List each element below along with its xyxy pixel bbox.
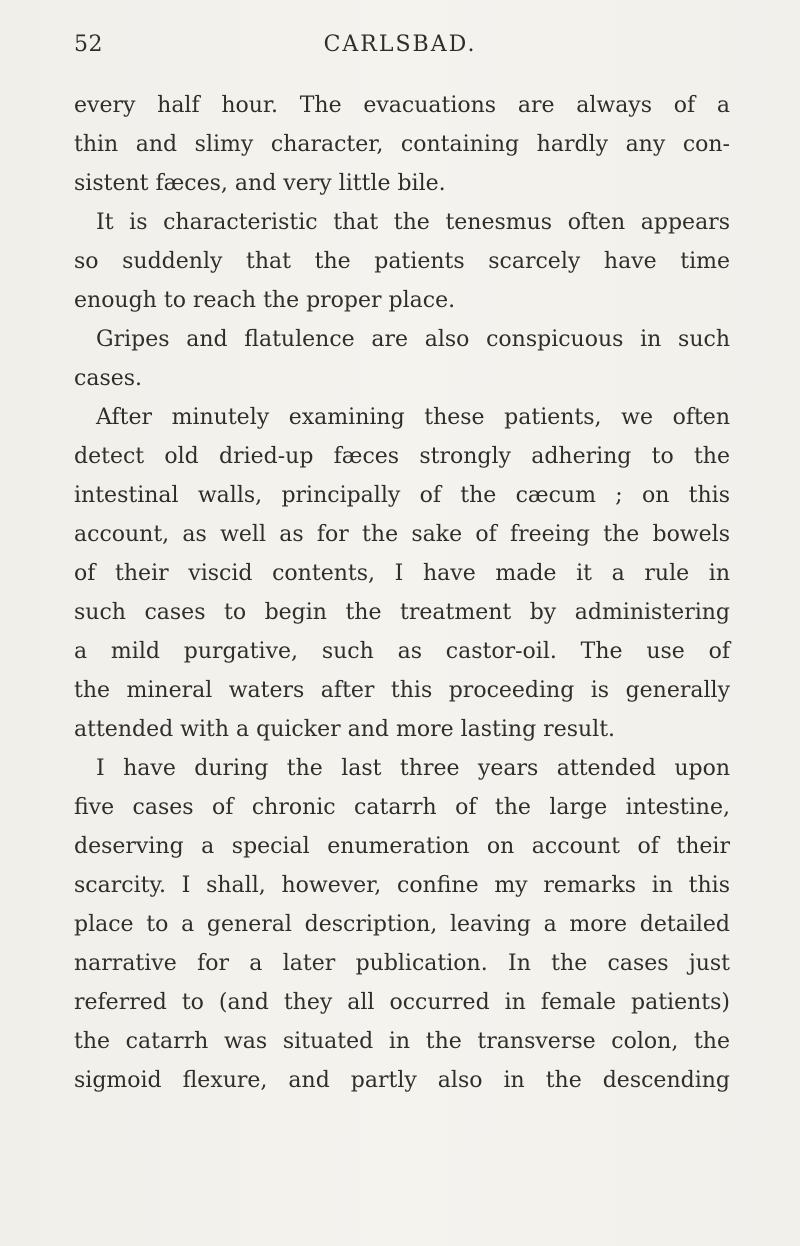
- text-line: I have during the last three years attended upon: [96, 756, 730, 781]
- text-line: the mineral waters after this proceeding is generally: [74, 678, 730, 703]
- text-line: deserving a special enumeration on account of their: [74, 834, 730, 859]
- body-text: [74, 86, 730, 1100]
- text-line: scarcity. I shall, however, confine my remarks in this: [74, 873, 730, 898]
- text-line: intestinal walls, principally of the cæcum ; on this: [74, 483, 730, 508]
- text-line: cases.: [74, 366, 143, 391]
- text-line: place to a general description, leaving a more detailed: [74, 912, 730, 937]
- text-line: so suddenly that the patients scarcely have time: [74, 249, 730, 274]
- text-line: the catarrh was situated in the transverse colon, the: [74, 1029, 730, 1054]
- page-number: 52: [74, 32, 103, 57]
- text-line: referred to (and they all occurred in female patients): [74, 990, 730, 1015]
- text-line: every half hour. The evacuations are always of a: [74, 93, 730, 118]
- text-line: enough to reach the proper place.: [74, 288, 456, 313]
- text-line: of their viscid contents, I have made it a rule in: [74, 561, 730, 586]
- text-line: narrative for a later publication. In the cases just: [74, 951, 730, 976]
- text-line: After minutely examining these patients, we often: [96, 405, 730, 430]
- text-line: a mild purgative, such as castor-oil. The use of: [74, 639, 730, 664]
- text-line: detect old dried-up fæces strongly adhering to the: [74, 444, 730, 469]
- text-line: Gripes and flatulence are also conspicuous in such: [96, 327, 730, 352]
- text-line: thin and slimy character, containing hardly any con-: [74, 132, 730, 157]
- text-line: sistent fæces, and very little bile.: [74, 171, 446, 196]
- text-line: It is characteristic that the tenesmus often appears: [96, 210, 730, 235]
- running-title: CARLSBAD.: [323, 32, 477, 57]
- text-line: sigmoid flexure, and partly also in the descending: [74, 1068, 730, 1093]
- text-line: five cases of chronic catarrh of the large intestine,: [74, 795, 730, 820]
- text-line: attended with a quicker and more lasting result.: [74, 717, 616, 742]
- text-line: such cases to begin the treatment by administering: [74, 600, 730, 625]
- text-line: account, as well as for the sake of freeing the bowels: [74, 522, 730, 547]
